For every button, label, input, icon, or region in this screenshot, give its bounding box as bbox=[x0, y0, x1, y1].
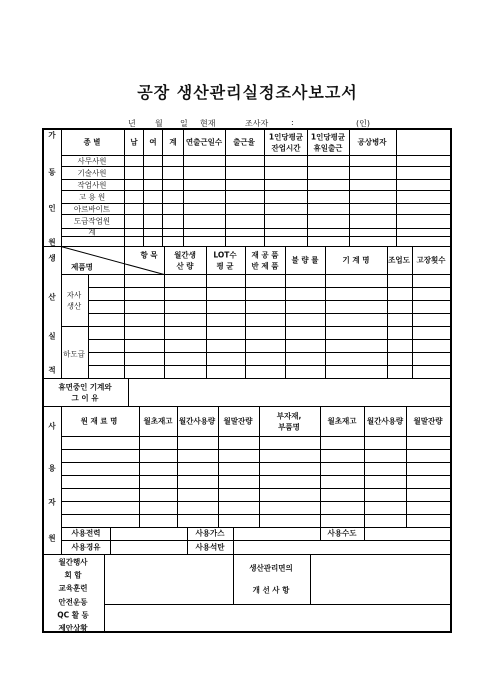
usage-header-sub-2: 부품명 bbox=[278, 422, 300, 432]
staff-header-workdays: 연출근일수 bbox=[185, 137, 223, 147]
staff-section-char: 인 bbox=[48, 203, 56, 213]
form-left-border bbox=[42, 128, 44, 633]
grid-line bbox=[396, 128, 397, 247]
grid-line bbox=[88, 313, 452, 314]
grid-line bbox=[233, 554, 234, 605]
bottom-right-label-2: 개 선 사 항 bbox=[252, 585, 290, 595]
seal-label: (인) bbox=[356, 119, 370, 128]
usage-header-end-stock-2: 월말잔량 bbox=[413, 416, 443, 426]
production-section-char: 실 bbox=[48, 331, 56, 341]
grid-line bbox=[406, 406, 407, 528]
grid-line bbox=[320, 527, 321, 541]
day-label: 일 bbox=[180, 119, 188, 128]
staff-row-label: 고 용 원 bbox=[78, 192, 106, 202]
grid-line bbox=[264, 128, 265, 247]
usage-oil-label: 사용경유 bbox=[71, 542, 101, 552]
form-top-border bbox=[42, 128, 452, 130]
report-form bbox=[42, 128, 451, 632]
bottom-left-label: 월간행사 bbox=[58, 557, 88, 567]
production-header-failure: 고장횟수 bbox=[416, 255, 446, 265]
usage-section-char: 자 bbox=[48, 497, 56, 507]
usage-header-monthly-use-2: 월간사용량 bbox=[366, 416, 404, 426]
staff-header-injury: 공상병자 bbox=[357, 137, 387, 147]
grid-line bbox=[88, 287, 452, 288]
section-divider bbox=[42, 378, 452, 379]
grid-line bbox=[61, 326, 452, 327]
grid-line bbox=[259, 406, 260, 528]
bottom-left-label: 안전운동 bbox=[58, 597, 88, 607]
bottom-left-label: 제안상황 bbox=[58, 623, 88, 633]
grid-line bbox=[88, 365, 452, 366]
grid-line bbox=[61, 228, 452, 229]
grid-line bbox=[104, 554, 105, 633]
grid-line bbox=[143, 128, 144, 247]
usage-gas-label: 사용가스 bbox=[195, 528, 225, 538]
production-label-divider bbox=[61, 246, 62, 379]
staff-section-char: 가 bbox=[48, 130, 56, 140]
staff-header-holiday-2: 휴일출근 bbox=[313, 143, 343, 153]
month-label: 월 bbox=[155, 119, 163, 128]
grid-line bbox=[187, 527, 188, 555]
staff-row-label: 작업사원 bbox=[77, 180, 107, 190]
grid-line bbox=[61, 488, 452, 489]
grid-line bbox=[61, 236, 452, 237]
grid-line bbox=[349, 128, 350, 247]
staff-row-label: 기술사원 bbox=[77, 168, 107, 178]
production-header-product: 제품명 bbox=[71, 262, 93, 272]
production-section-char: 생 bbox=[48, 253, 56, 263]
bottom-right-label-1: 생산관리면의 bbox=[249, 563, 293, 573]
idle-label-1: 휴면중인 기계와 bbox=[58, 382, 112, 392]
own-production-label-1: 자사 bbox=[66, 290, 82, 300]
usage-header-monthly-use: 월간사용량 bbox=[178, 416, 216, 426]
production-header-wip-1: 재 공 품 bbox=[251, 250, 279, 260]
bottom-left-label: 교육훈련 bbox=[58, 583, 88, 593]
grid-line bbox=[320, 406, 321, 528]
grid-line bbox=[61, 501, 452, 502]
surveyor-label: 조사자 bbox=[245, 119, 269, 128]
staff-header-type: 종 별 bbox=[83, 137, 101, 147]
report-title: 공장 생산관리실정조사보고서 bbox=[137, 83, 358, 102]
section-divider bbox=[42, 406, 452, 407]
grid-line bbox=[61, 203, 452, 204]
grid-line bbox=[310, 554, 311, 605]
current-label: 현재 bbox=[200, 119, 216, 128]
staff-section-char: 동 bbox=[48, 167, 56, 177]
colon-label: : bbox=[291, 118, 294, 127]
production-section-char: 적 bbox=[48, 365, 56, 375]
usage-power-label: 사용전력 bbox=[71, 528, 101, 538]
staff-header-overtime-1: 1인당평균 bbox=[268, 132, 304, 142]
usage-section-char: 용 bbox=[48, 463, 56, 473]
own-production-label-2: 생산 bbox=[66, 301, 82, 311]
bottom-left-label: 회 합 bbox=[64, 570, 82, 580]
staff-header-holiday-1: 1인당평균 bbox=[310, 132, 346, 142]
grid-line bbox=[61, 214, 452, 215]
staff-row-label: 아르바이트 bbox=[73, 204, 111, 214]
grid-line bbox=[61, 514, 452, 515]
grid-line bbox=[124, 128, 125, 247]
staff-header-female: 여 bbox=[149, 137, 157, 147]
grid-line bbox=[307, 128, 308, 247]
staff-row-label: 계 bbox=[88, 227, 96, 237]
production-section-char: 산 bbox=[48, 292, 56, 302]
staff-header-male: 남 bbox=[130, 137, 138, 147]
grid-line bbox=[61, 475, 452, 476]
production-header-monthly-2: 산 량 bbox=[176, 261, 194, 271]
grid-line bbox=[177, 406, 178, 528]
grid-line bbox=[183, 128, 184, 247]
grid-line bbox=[61, 274, 452, 275]
idle-label-2: 그 이 유 bbox=[71, 393, 99, 403]
staff-section-char: 원 bbox=[48, 237, 56, 247]
year-label: 년 bbox=[128, 119, 136, 128]
grid-line bbox=[364, 406, 365, 528]
grid-line bbox=[61, 527, 452, 528]
production-header-machine: 기 계 명 bbox=[342, 255, 370, 265]
subcontract-label: 하도급 bbox=[63, 349, 85, 359]
production-header-item: 항 목 bbox=[140, 250, 158, 260]
staff-row-label: 도급작업원 bbox=[73, 216, 111, 226]
usage-label-divider bbox=[61, 406, 62, 555]
grid-line bbox=[110, 527, 111, 555]
grid-line bbox=[364, 527, 365, 541]
grid-line bbox=[218, 406, 219, 528]
usage-header-material: 원 재 료 명 bbox=[80, 416, 118, 426]
production-header-monthly-1: 월간생 bbox=[174, 250, 196, 260]
usage-section-char: 원 bbox=[48, 533, 56, 543]
grid-line bbox=[162, 128, 163, 247]
usage-header-sub-1: 부자재, bbox=[276, 411, 302, 421]
grid-line bbox=[88, 300, 452, 301]
grid-line bbox=[225, 128, 226, 247]
production-header-wip-2: 반 제 품 bbox=[251, 261, 279, 271]
staff-header-overtime-2: 잔업시간 bbox=[271, 143, 301, 153]
usage-header-end-stock: 월말잔량 bbox=[223, 416, 253, 426]
usage-section-char: 사 bbox=[48, 421, 56, 431]
production-header-defect: 불 량 률 bbox=[291, 255, 319, 265]
grid-line bbox=[128, 378, 129, 407]
grid-line bbox=[61, 540, 452, 541]
grid-line bbox=[61, 179, 452, 180]
production-header-lot-1: LOT수 bbox=[213, 250, 237, 260]
staff-row-label: 사무사원 bbox=[77, 156, 107, 166]
usage-coal-label: 사용석탄 bbox=[195, 542, 225, 552]
grid-line bbox=[61, 449, 452, 450]
staff-header-attendance: 출근율 bbox=[233, 137, 255, 147]
staff-header-total: 계 bbox=[169, 137, 177, 147]
usage-header-start-stock-2: 월초재고 bbox=[327, 416, 357, 426]
grid-line bbox=[61, 462, 452, 463]
staff-label-divider bbox=[61, 128, 62, 247]
grid-line bbox=[61, 155, 452, 156]
production-header-operation: 조업도 bbox=[388, 255, 410, 265]
usage-water-label: 사용수도 bbox=[327, 528, 357, 538]
grid-line bbox=[61, 166, 452, 167]
production-header-lot-2: 평 균 bbox=[216, 261, 234, 271]
grid-line bbox=[61, 190, 452, 191]
section-divider bbox=[42, 246, 452, 247]
grid-line bbox=[88, 352, 452, 353]
usage-header-start-stock: 월초재고 bbox=[143, 416, 173, 426]
grid-line bbox=[104, 604, 452, 605]
grid-line bbox=[61, 436, 452, 437]
grid-line bbox=[88, 339, 452, 340]
bottom-left-label: QC 활 동 bbox=[57, 610, 89, 620]
grid-line bbox=[233, 527, 234, 555]
grid-line bbox=[139, 406, 140, 528]
